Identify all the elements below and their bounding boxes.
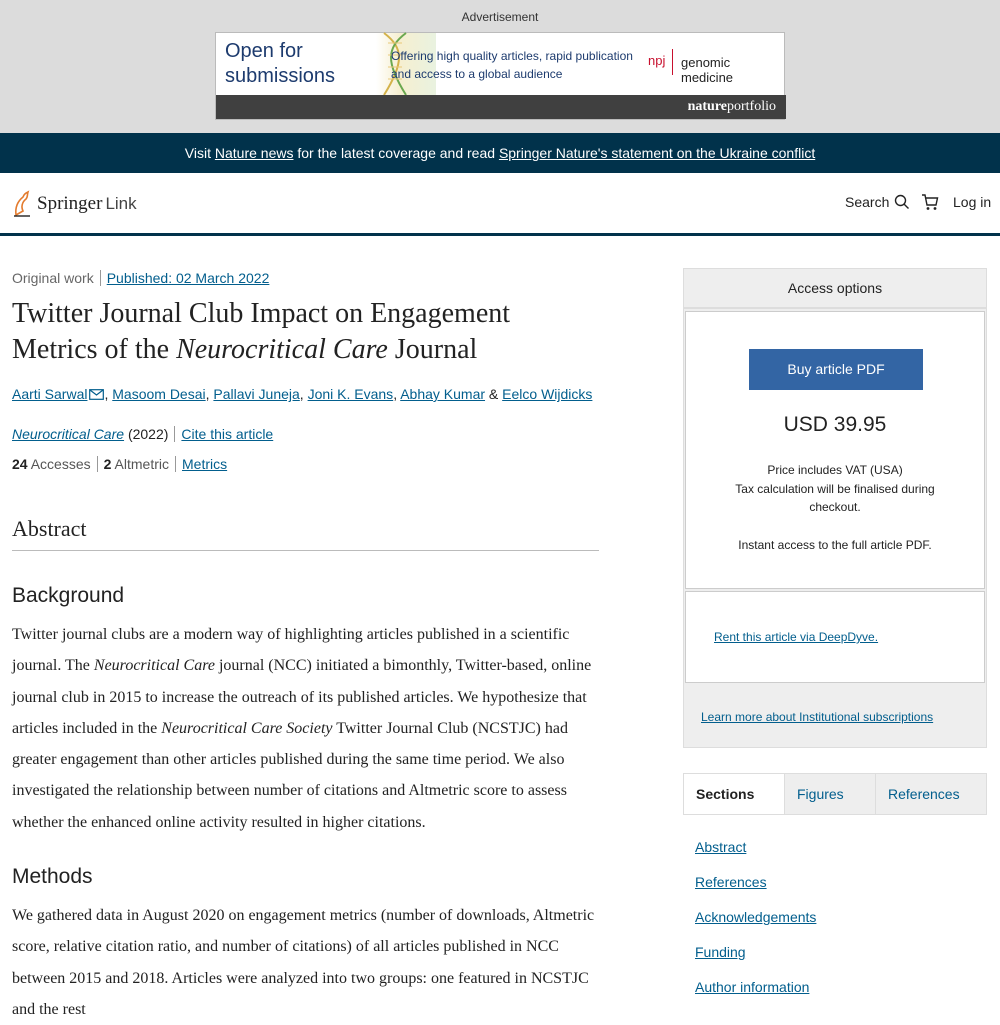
instant-access-note: Instant access to the full article PDF. — [738, 538, 932, 552]
nature-news-link[interactable]: Nature news — [214, 145, 294, 161]
tab-figures[interactable]: Figures — [784, 774, 875, 814]
springer-link-logo[interactable] — [12, 189, 137, 219]
buy-article-pdf-button[interactable]: Buy article PDF — [749, 349, 923, 390]
tab-references[interactable]: References — [875, 774, 986, 814]
author-link[interactable]: Abhay Kumar — [400, 386, 486, 402]
deepdyve-box — [685, 591, 985, 683]
background-paragraph: Twitter journal clubs are a modern way of highlighting articles published in a scientific journal. The Neurocritical Care journal (NCC) initiated a bimonthly, Twitter-based, online journal club in 2015 to increase the outreach of its published articles. We hypothesize that articles included in the Neurocritical Care Society Twitter Journal Club (NCSTJC) had greater engagement than other articles published during the same time period. We also investigated the relationship between number of citations and Altmetric score to assess whether the enhanced online activity resulted in higher citations. — [12, 626, 592, 831]
article-metrics: 24 Accesses 2 Altmetric Metrics — [12, 456, 228, 472]
methods-heading: Methods — [12, 865, 93, 888]
sidebar-tabs — [683, 773, 987, 815]
advertisement-label: Advertisement — [461, 10, 539, 24]
journal-link[interactable]: Neurocritical Care — [12, 426, 125, 442]
methods-paragraph: We gathered data in August 2020 on engagement metrics (number of downloads, Altmetric score, relative citation ratio, and number of citations) of all articles published in NCC between 2015 and 2018. Articles were analyzed into two groups: one featured in NCSTJC and the rest — [12, 907, 595, 1018]
logo-springer-text: Springer — [37, 193, 103, 214]
nature-portfolio-logo: natureportfolio — [687, 99, 776, 114]
ukraine-statement-link[interactable]: Springer Nature's statement on the Ukraine conflict — [498, 145, 816, 161]
search-button[interactable]: Search — [845, 194, 910, 210]
search-icon — [894, 194, 910, 210]
npj-logo: npj — [648, 53, 666, 68]
buy-pdf-box — [685, 311, 985, 589]
published-date-link[interactable]: Published: 02 March 2022 — [106, 270, 270, 286]
altmetric-count: 2 — [103, 456, 112, 472]
abstract-heading: Abstract — [12, 516, 87, 541]
article-price: USD 39.95 — [783, 413, 887, 436]
login-link[interactable]: Log in — [953, 194, 992, 210]
ad-journal-name: genomic medicine — [681, 55, 734, 85]
cart-button[interactable] — [921, 193, 939, 216]
author-link[interactable]: Pallavi Juneja — [213, 386, 300, 402]
institutional-subscriptions-link[interactable]: Learn more about Institutional subscriptions — [701, 710, 934, 724]
author-link[interactable]: Joni K. Evans — [307, 386, 394, 402]
section-link-acknowledgements[interactable]: Acknowledgements — [695, 909, 817, 925]
cart-icon — [921, 193, 939, 211]
access-options-panel — [683, 308, 987, 748]
ad-divider — [672, 49, 673, 75]
section-link-author-information[interactable]: Author information — [695, 979, 810, 995]
author-link[interactable]: Eelco Wijdicks — [502, 386, 593, 402]
section-link-funding[interactable]: Funding — [695, 944, 746, 960]
rent-deepdyve-link[interactable]: Rent this article via DeepDyve. — [714, 630, 879, 644]
article-type: Original work — [12, 270, 94, 286]
section-link-abstract[interactable]: Abstract — [695, 839, 747, 855]
cite-article-link[interactable]: Cite this article — [181, 426, 274, 442]
background-heading: Background — [12, 584, 125, 607]
abstract-divider — [12, 550, 599, 551]
logo-link-text: Link — [105, 194, 137, 213]
site-header — [0, 173, 1000, 236]
ad-footer — [216, 95, 786, 119]
metrics-link[interactable]: Metrics — [182, 456, 228, 472]
author-list: Aarti Sarwal , Masoom Desai, Pallavi Juneja, Joni K. Evans, Abhay Kumar & Eelco Wijdicks — [12, 386, 593, 402]
email-icon[interactable] — [89, 389, 104, 400]
ad-open-text: Open for submissions — [225, 40, 336, 87]
journal-info: Neurocritical Care (2022) Cite this article — [12, 426, 274, 442]
author-link[interactable]: Aarti Sarwal — [12, 386, 88, 402]
section-link-references[interactable]: References — [695, 874, 767, 890]
access-options-heading: Access options — [683, 268, 987, 308]
ad-banner[interactable] — [215, 32, 785, 120]
news-banner: Visit Nature news for the latest coverage and read Springer Nature's statement on the Ukraine conflict — [0, 133, 1000, 173]
author-link[interactable]: Masoom Desai — [112, 386, 206, 402]
advertisement-bar — [0, 0, 1000, 133]
springer-horse-icon — [12, 191, 32, 217]
tab-sections[interactable]: Sections — [684, 774, 784, 814]
sections-list — [695, 830, 816, 1005]
accesses-count: 24 — [12, 456, 28, 472]
ad-offer-text: Offering high quality articles, rapid publication and access to a global audience — [391, 49, 633, 81]
article-meta — [12, 270, 269, 286]
vat-note: Price includes VAT (USA) Tax calculation will be finalised during checkout. — [735, 463, 935, 514]
article-title: Twitter Journal Club Impact on Engagement Metrics of the Neurocritical Care Journal — [12, 298, 511, 365]
